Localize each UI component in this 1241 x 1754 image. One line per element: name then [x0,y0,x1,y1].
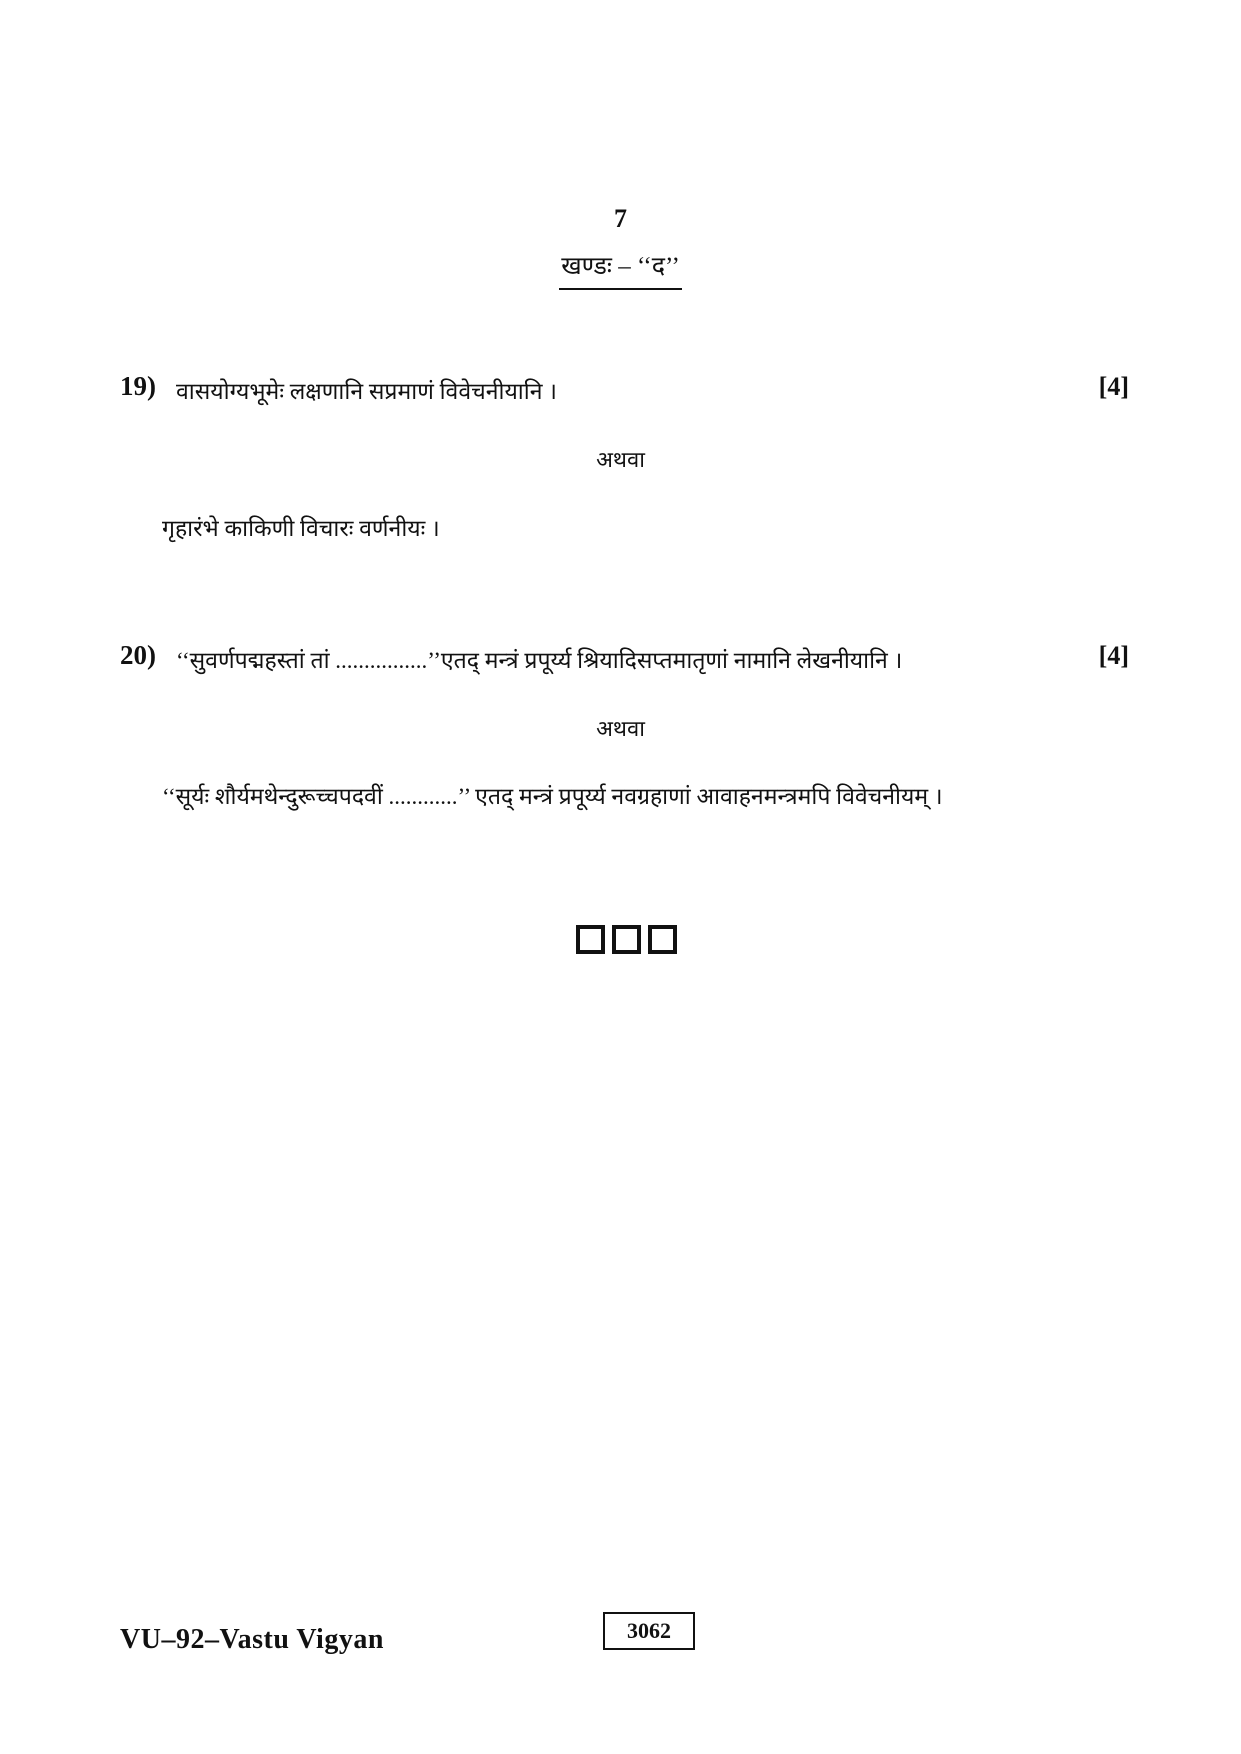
question-text: वासयोग्यभूमेः लक्षणानि सप्रमाणं विवेचनीयानि । [176,379,557,404]
question-number: 19) [120,371,156,401]
end-box-icon [576,925,605,954]
alternative-question-text: ‘‘सूर्यः शौर्यमथेन्दुरूच्चपदवीं ............’’ एतद् मन्त्रं प्रपूर्य्य नवग्रहाणां आवाहनमन्त्रमपि विवेचनीयम् । [162,784,943,809]
footer-page-code: 3062 [603,1612,695,1650]
question-number: 20) [120,640,156,670]
alternative-question-text: गृहारंभे काकिणी विचारः वर्णनीयः । [162,516,440,541]
question-marks: [4] [1098,641,1129,670]
end-box-icon [648,925,677,954]
question-marks: [4] [1098,372,1129,401]
section-title-text: खण्डः – ‘‘द’’ [559,248,682,290]
end-of-paper-marks [576,925,677,954]
or-label: अथवा [596,716,645,741]
or-label: अथवा [596,447,645,472]
end-box-icon [612,925,641,954]
section-title [0,248,1241,290]
question-text: ‘‘सुवर्णपद्महस्तां तां ................’’एतद् मन्त्रं प्रपूर्य्य श्रियादिसप्तमातृणां नामानि लेखनीयानि । [176,648,903,673]
page-number: 7 [614,204,627,233]
footer-paper-code: VU–92–Vastu Vigyan [120,1624,384,1655]
